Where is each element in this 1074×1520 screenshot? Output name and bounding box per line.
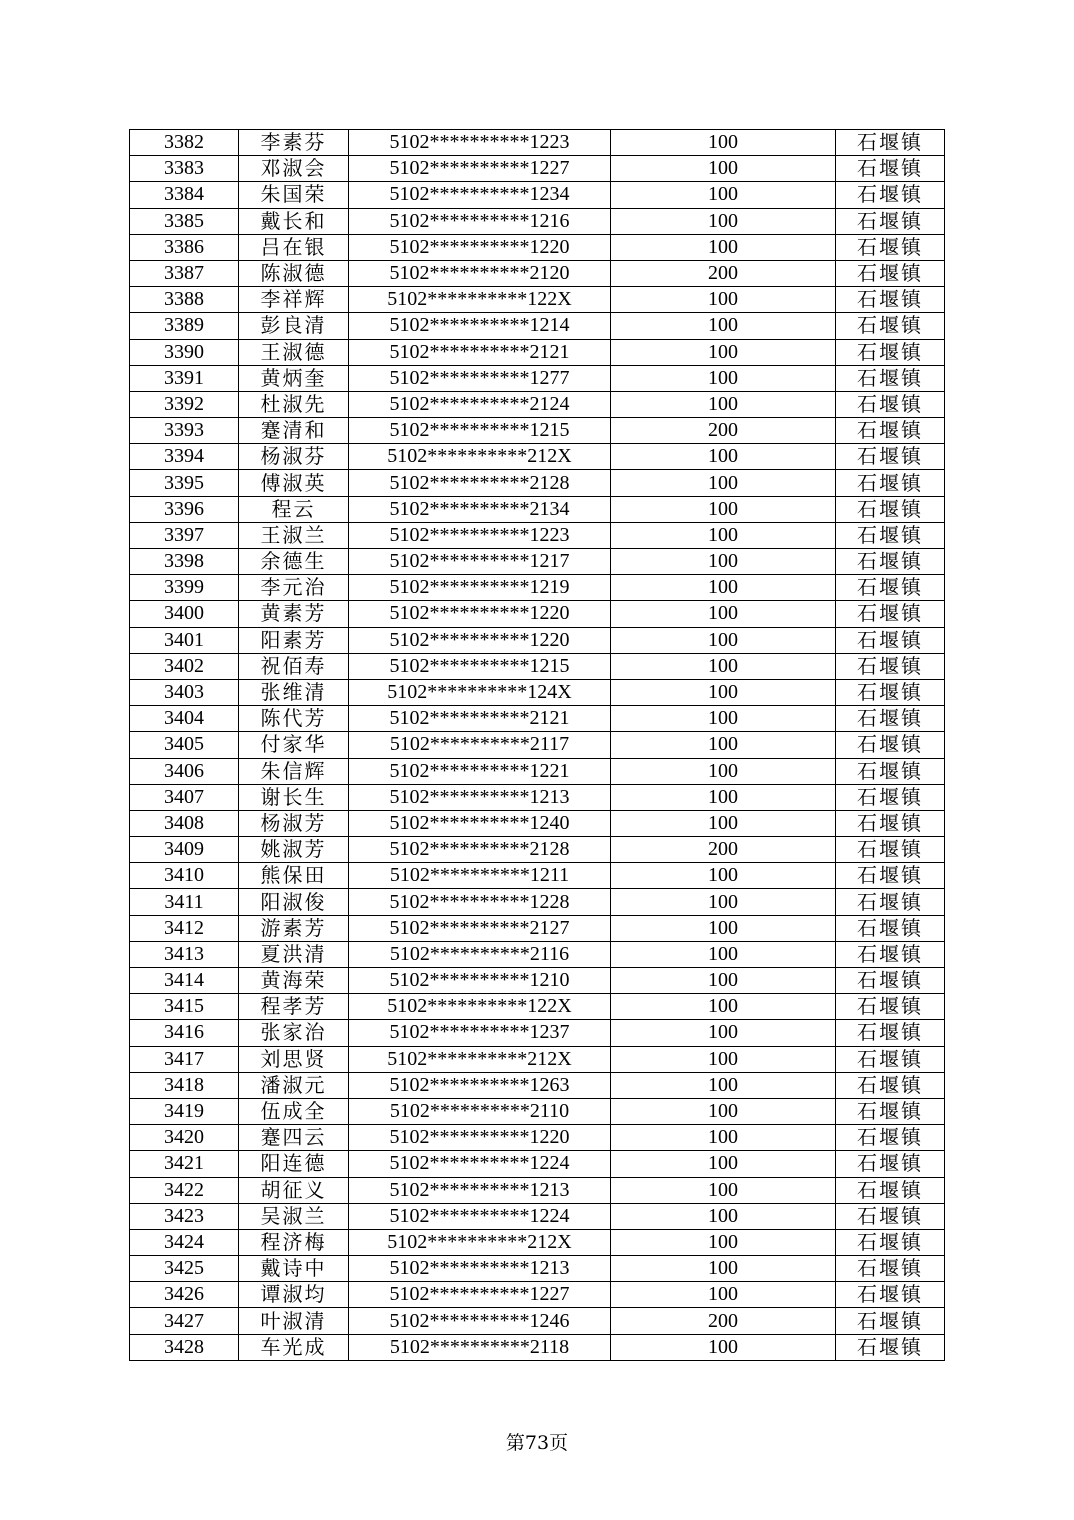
amount-cell: 100	[611, 679, 836, 705]
amount-cell: 100	[611, 810, 836, 836]
row-number-cell: 3406	[130, 758, 239, 784]
name-cell: 余德生	[239, 549, 349, 575]
name-cell: 李素芬	[239, 130, 349, 156]
id-number-cell: 5102**********2117	[349, 732, 611, 758]
name-cell: 戴诗中	[239, 1256, 349, 1282]
amount-cell: 100	[611, 758, 836, 784]
id-number-cell: 5102**********1215	[349, 653, 611, 679]
row-number-cell: 3391	[130, 365, 239, 391]
id-number-cell: 5102**********1246	[349, 1308, 611, 1334]
table-row	[130, 994, 945, 1020]
row-number-cell: 3392	[130, 391, 239, 417]
id-number-cell: 5102**********1220	[349, 1125, 611, 1151]
table-row	[130, 1229, 945, 1255]
township-cell: 石堰镇	[836, 313, 945, 339]
name-cell: 程孝芳	[239, 994, 349, 1020]
row-number-cell: 3403	[130, 679, 239, 705]
id-number-cell: 5102**********1214	[349, 313, 611, 339]
name-cell: 程济梅	[239, 1229, 349, 1255]
row-number-cell: 3394	[130, 444, 239, 470]
township-cell: 石堰镇	[836, 653, 945, 679]
row-number-cell: 3395	[130, 470, 239, 496]
amount-cell: 100	[611, 575, 836, 601]
amount-cell: 100	[611, 130, 836, 156]
id-number-cell: 5102**********1213	[349, 784, 611, 810]
name-cell: 叶淑清	[239, 1308, 349, 1334]
table-row	[130, 732, 945, 758]
township-cell: 石堰镇	[836, 234, 945, 260]
table-row	[130, 915, 945, 941]
amount-cell: 100	[611, 732, 836, 758]
table-row	[130, 182, 945, 208]
township-cell: 石堰镇	[836, 1256, 945, 1282]
township-cell: 石堰镇	[836, 549, 945, 575]
id-number-cell: 5102**********212X	[349, 1229, 611, 1255]
name-cell: 邓淑会	[239, 156, 349, 182]
name-cell: 阳素芳	[239, 627, 349, 653]
township-cell: 石堰镇	[836, 365, 945, 391]
table-row	[130, 130, 945, 156]
id-number-cell: 5102**********1223	[349, 130, 611, 156]
id-number-cell: 5102**********212X	[349, 1046, 611, 1072]
township-cell: 石堰镇	[836, 810, 945, 836]
amount-cell: 100	[611, 1098, 836, 1124]
table-row	[130, 234, 945, 260]
table-row	[130, 156, 945, 182]
amount-cell: 100	[611, 784, 836, 810]
table-row	[130, 313, 945, 339]
name-cell: 杨淑芬	[239, 444, 349, 470]
row-number-cell: 3423	[130, 1203, 239, 1229]
row-number-cell: 3412	[130, 915, 239, 941]
township-cell: 石堰镇	[836, 182, 945, 208]
name-cell: 陈淑德	[239, 260, 349, 286]
township-cell: 石堰镇	[836, 968, 945, 994]
table-row	[130, 679, 945, 705]
name-cell: 蹇清和	[239, 418, 349, 444]
id-number-cell: 5102**********122X	[349, 287, 611, 313]
id-number-cell: 5102**********1220	[349, 601, 611, 627]
id-number-cell: 5102**********1220	[349, 234, 611, 260]
amount-cell: 100	[611, 706, 836, 732]
row-number-cell: 3382	[130, 130, 239, 156]
name-cell: 伍成全	[239, 1098, 349, 1124]
id-number-cell: 5102**********1213	[349, 1177, 611, 1203]
township-cell: 石堰镇	[836, 627, 945, 653]
row-number-cell: 3427	[130, 1308, 239, 1334]
name-cell: 付家华	[239, 732, 349, 758]
name-cell: 姚淑芳	[239, 837, 349, 863]
id-number-cell: 5102**********2120	[349, 260, 611, 286]
amount-cell: 100	[611, 994, 836, 1020]
name-cell: 陈代芳	[239, 706, 349, 732]
id-number-cell: 5102**********1224	[349, 1203, 611, 1229]
id-number-cell: 5102**********1215	[349, 418, 611, 444]
township-cell: 石堰镇	[836, 1125, 945, 1151]
table-row	[130, 810, 945, 836]
id-number-cell: 5102**********2121	[349, 339, 611, 365]
name-cell: 彭良清	[239, 313, 349, 339]
amount-cell: 100	[611, 889, 836, 915]
row-number-cell: 3390	[130, 339, 239, 365]
row-number-cell: 3386	[130, 234, 239, 260]
id-number-cell: 5102**********1221	[349, 758, 611, 784]
table-row	[130, 889, 945, 915]
amount-cell: 100	[611, 156, 836, 182]
table-row	[130, 1125, 945, 1151]
township-cell: 石堰镇	[836, 601, 945, 627]
name-cell: 刘思贤	[239, 1046, 349, 1072]
amount-cell: 100	[611, 1020, 836, 1046]
table-row	[130, 444, 945, 470]
amount-cell: 100	[611, 1151, 836, 1177]
id-number-cell: 5102**********1220	[349, 627, 611, 653]
township-cell: 石堰镇	[836, 1177, 945, 1203]
amount-cell: 100	[611, 968, 836, 994]
table-row	[130, 1020, 945, 1046]
township-cell: 石堰镇	[836, 732, 945, 758]
amount-cell: 100	[611, 941, 836, 967]
id-number-cell: 5102**********1213	[349, 1256, 611, 1282]
name-cell: 熊保田	[239, 863, 349, 889]
name-cell: 谭淑均	[239, 1282, 349, 1308]
name-cell: 阳连德	[239, 1151, 349, 1177]
name-cell: 胡征义	[239, 1177, 349, 1203]
amount-cell: 100	[611, 1229, 836, 1255]
roster-table	[129, 129, 945, 1361]
amount-cell: 100	[611, 522, 836, 548]
township-cell: 石堰镇	[836, 391, 945, 417]
table-row	[130, 522, 945, 548]
table-row	[130, 968, 945, 994]
amount-cell: 100	[611, 287, 836, 313]
amount-cell: 100	[611, 1046, 836, 1072]
id-number-cell: 5102**********124X	[349, 679, 611, 705]
id-number-cell: 5102**********122X	[349, 994, 611, 1020]
amount-cell: 100	[611, 208, 836, 234]
name-cell: 谢长生	[239, 784, 349, 810]
row-number-cell: 3384	[130, 182, 239, 208]
name-cell: 车光成	[239, 1334, 349, 1360]
table-row	[130, 339, 945, 365]
row-number-cell: 3426	[130, 1282, 239, 1308]
id-number-cell: 5102**********2118	[349, 1334, 611, 1360]
table-row	[130, 1256, 945, 1282]
name-cell: 戴长和	[239, 208, 349, 234]
township-cell: 石堰镇	[836, 915, 945, 941]
amount-cell: 100	[611, 313, 836, 339]
table-row	[130, 575, 945, 601]
id-number-cell: 5102**********1227	[349, 1282, 611, 1308]
township-cell: 石堰镇	[836, 1229, 945, 1255]
name-cell: 张家治	[239, 1020, 349, 1046]
table-row	[130, 1046, 945, 1072]
row-number-cell: 3418	[130, 1072, 239, 1098]
township-cell: 石堰镇	[836, 1020, 945, 1046]
row-number-cell: 3388	[130, 287, 239, 313]
township-cell: 石堰镇	[836, 156, 945, 182]
id-number-cell: 5102**********1240	[349, 810, 611, 836]
table-row	[130, 470, 945, 496]
id-number-cell: 5102**********1219	[349, 575, 611, 601]
name-cell: 李祥辉	[239, 287, 349, 313]
township-cell: 石堰镇	[836, 1308, 945, 1334]
amount-cell: 100	[611, 915, 836, 941]
township-cell: 石堰镇	[836, 1282, 945, 1308]
id-number-cell: 5102**********2121	[349, 706, 611, 732]
amount-cell: 100	[611, 1203, 836, 1229]
id-number-cell: 5102**********1217	[349, 549, 611, 575]
id-number-cell: 5102**********1263	[349, 1072, 611, 1098]
township-cell: 石堰镇	[836, 444, 945, 470]
name-cell: 潘淑元	[239, 1072, 349, 1098]
id-number-cell: 5102**********2124	[349, 391, 611, 417]
id-number-cell: 5102**********1237	[349, 1020, 611, 1046]
township-cell: 石堰镇	[836, 941, 945, 967]
row-number-cell: 3421	[130, 1151, 239, 1177]
amount-cell: 100	[611, 339, 836, 365]
township-cell: 石堰镇	[836, 470, 945, 496]
row-number-cell: 3387	[130, 260, 239, 286]
page-number: 第73页	[505, 1432, 569, 1454]
name-cell: 蹇四云	[239, 1125, 349, 1151]
table-row	[130, 1282, 945, 1308]
amount-cell: 100	[611, 391, 836, 417]
id-number-cell: 5102**********212X	[349, 444, 611, 470]
township-cell: 石堰镇	[836, 287, 945, 313]
township-cell: 石堰镇	[836, 418, 945, 444]
id-number-cell: 5102**********2128	[349, 837, 611, 863]
table-row	[130, 1177, 945, 1203]
amount-cell: 200	[611, 837, 836, 863]
township-cell: 石堰镇	[836, 522, 945, 548]
name-cell: 李元治	[239, 575, 349, 601]
row-number-cell: 3414	[130, 968, 239, 994]
id-number-cell: 5102**********2127	[349, 915, 611, 941]
name-cell: 吴淑兰	[239, 1203, 349, 1229]
row-number-cell: 3419	[130, 1098, 239, 1124]
name-cell: 黄炳奎	[239, 365, 349, 391]
name-cell: 张维清	[239, 679, 349, 705]
name-cell: 程云	[239, 496, 349, 522]
township-cell: 石堰镇	[836, 706, 945, 732]
table-row	[130, 1334, 945, 1360]
row-number-cell: 3409	[130, 837, 239, 863]
township-cell: 石堰镇	[836, 339, 945, 365]
township-cell: 石堰镇	[836, 784, 945, 810]
row-number-cell: 3401	[130, 627, 239, 653]
amount-cell: 100	[611, 863, 836, 889]
table-row	[130, 260, 945, 286]
row-number-cell: 3399	[130, 575, 239, 601]
table-row	[130, 391, 945, 417]
amount-cell: 100	[611, 549, 836, 575]
amount-cell: 100	[611, 1072, 836, 1098]
id-number-cell: 5102**********1227	[349, 156, 611, 182]
name-cell: 朱信辉	[239, 758, 349, 784]
id-number-cell: 5102**********2128	[349, 470, 611, 496]
table-row	[130, 365, 945, 391]
row-number-cell: 3425	[130, 1256, 239, 1282]
amount-cell: 100	[611, 365, 836, 391]
row-number-cell: 3411	[130, 889, 239, 915]
amount-cell: 100	[611, 627, 836, 653]
name-cell: 祝佰寿	[239, 653, 349, 679]
township-cell: 石堰镇	[836, 260, 945, 286]
row-number-cell: 3417	[130, 1046, 239, 1072]
row-number-cell: 3416	[130, 1020, 239, 1046]
row-number-cell: 3407	[130, 784, 239, 810]
name-cell: 夏洪清	[239, 941, 349, 967]
table-row	[130, 208, 945, 234]
township-cell: 石堰镇	[836, 1151, 945, 1177]
amount-cell: 100	[611, 1177, 836, 1203]
row-number-cell: 3413	[130, 941, 239, 967]
amount-cell: 200	[611, 418, 836, 444]
table-row	[130, 1072, 945, 1098]
id-number-cell: 5102**********2116	[349, 941, 611, 967]
amount-cell: 100	[611, 601, 836, 627]
row-number-cell: 3389	[130, 313, 239, 339]
amount-cell: 100	[611, 1282, 836, 1308]
id-number-cell: 5102**********1211	[349, 863, 611, 889]
township-cell: 石堰镇	[836, 1046, 945, 1072]
row-number-cell: 3402	[130, 653, 239, 679]
id-number-cell: 5102**********1224	[349, 1151, 611, 1177]
township-cell: 石堰镇	[836, 758, 945, 784]
table-row	[130, 418, 945, 444]
table-row	[130, 941, 945, 967]
amount-cell: 100	[611, 653, 836, 679]
name-cell: 黄素芳	[239, 601, 349, 627]
row-number-cell: 3383	[130, 156, 239, 182]
row-number-cell: 3424	[130, 1229, 239, 1255]
row-number-cell: 3404	[130, 706, 239, 732]
table-row	[130, 784, 945, 810]
township-cell: 石堰镇	[836, 575, 945, 601]
table-row	[130, 287, 945, 313]
township-cell: 石堰镇	[836, 837, 945, 863]
table-row	[130, 863, 945, 889]
township-cell: 石堰镇	[836, 679, 945, 705]
id-number-cell: 5102**********1277	[349, 365, 611, 391]
table-row	[130, 496, 945, 522]
amount-cell: 100	[611, 470, 836, 496]
row-number-cell: 3405	[130, 732, 239, 758]
township-cell: 石堰镇	[836, 1098, 945, 1124]
name-cell: 阳淑俊	[239, 889, 349, 915]
table-row	[130, 1151, 945, 1177]
township-cell: 石堰镇	[836, 496, 945, 522]
roster-table-body	[130, 130, 945, 1361]
id-number-cell: 5102**********1234	[349, 182, 611, 208]
table-row	[130, 837, 945, 863]
township-cell: 石堰镇	[836, 130, 945, 156]
row-number-cell: 3385	[130, 208, 239, 234]
row-number-cell: 3428	[130, 1334, 239, 1360]
row-number-cell: 3400	[130, 601, 239, 627]
id-number-cell: 5102**********2134	[349, 496, 611, 522]
name-cell: 吕在银	[239, 234, 349, 260]
id-number-cell: 5102**********1223	[349, 522, 611, 548]
row-number-cell: 3398	[130, 549, 239, 575]
table-row	[130, 758, 945, 784]
row-number-cell: 3415	[130, 994, 239, 1020]
township-cell: 石堰镇	[836, 863, 945, 889]
name-cell: 王淑德	[239, 339, 349, 365]
table-row	[130, 1308, 945, 1334]
row-number-cell: 3410	[130, 863, 239, 889]
table-row	[130, 627, 945, 653]
table-row	[130, 601, 945, 627]
id-number-cell: 5102**********1228	[349, 889, 611, 915]
amount-cell: 200	[611, 260, 836, 286]
id-number-cell: 5102**********1216	[349, 208, 611, 234]
id-number-cell: 5102**********2110	[349, 1098, 611, 1124]
township-cell: 石堰镇	[836, 208, 945, 234]
table-row	[130, 1098, 945, 1124]
amount-cell: 100	[611, 1125, 836, 1151]
amount-cell: 100	[611, 496, 836, 522]
row-number-cell: 3420	[130, 1125, 239, 1151]
row-number-cell: 3396	[130, 496, 239, 522]
amount-cell: 100	[611, 1256, 836, 1282]
township-cell: 石堰镇	[836, 1334, 945, 1360]
township-cell: 石堰镇	[836, 1072, 945, 1098]
amount-cell: 100	[611, 444, 836, 470]
row-number-cell: 3393	[130, 418, 239, 444]
name-cell: 杨淑芳	[239, 810, 349, 836]
township-cell: 石堰镇	[836, 889, 945, 915]
name-cell: 朱国荣	[239, 182, 349, 208]
name-cell: 傅淑英	[239, 470, 349, 496]
table-row	[130, 706, 945, 732]
id-number-cell: 5102**********1210	[349, 968, 611, 994]
township-cell: 石堰镇	[836, 1203, 945, 1229]
name-cell: 黄海荣	[239, 968, 349, 994]
name-cell: 游素芳	[239, 915, 349, 941]
table-row	[130, 549, 945, 575]
table-row	[130, 1203, 945, 1229]
row-number-cell: 3397	[130, 522, 239, 548]
row-number-cell: 3408	[130, 810, 239, 836]
name-cell: 王淑兰	[239, 522, 349, 548]
township-cell: 石堰镇	[836, 994, 945, 1020]
table-row	[130, 653, 945, 679]
amount-cell: 100	[611, 182, 836, 208]
amount-cell: 100	[611, 1334, 836, 1360]
row-number-cell: 3422	[130, 1177, 239, 1203]
name-cell: 杜淑先	[239, 391, 349, 417]
amount-cell: 100	[611, 234, 836, 260]
amount-cell: 200	[611, 1308, 836, 1334]
